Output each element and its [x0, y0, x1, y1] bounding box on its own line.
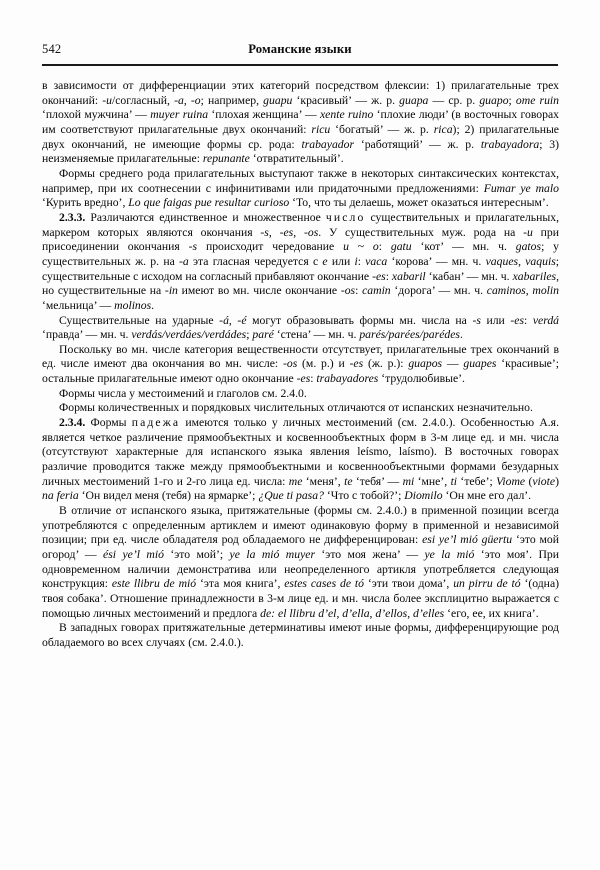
running-head-title: Романские языки	[248, 42, 352, 56]
p-neuter-syntax: Формы среднего рода прилагательных выступают также в некоторых синтаксических контекстах, например, при их соотнесении с инфинитивами или придаточными предложениями: Fumar ye malo ‘Курить вредно’, Lo que faigas pue resultar curioso ‘То, что ты делаешь, может оказаться интересным’.	[42, 166, 559, 210]
body-text-column	[42, 79, 559, 651]
p-west-dialects: В западных говорах притяжательные детерминативы имеют иные формы, дифференцирующие род обладаемого во всех случаях (см. 2.4.0.).	[42, 621, 559, 649]
p-2-3-4: 2.3.4. Формы падежа имеются только у личных местоимений (см. 2.4.0.). Особенностью А.я. является четкое различение прямообъектных и косвеннообъектных форм в 3-м лице ед. и мн. числа (отсутствуют характерные для испанского языка явления leísmo, laísmo). В восточных говорах различие проводится также между прямообъектными и косвеннообъектными формами безударных личных местоимений 1-го и 2-го лица ед. числа: me ‘меня’, te ‘тебя’ — mi ‘мне’, ti ‘тебе’; Viome (viote) na feria ‘Он видел меня (тебя) на ярмарке’; ¿Que ti pasa? ‘Что с тобой?’; Diomilo ‘Он мне его дал’.	[42, 416, 559, 503]
p-possessives: В отличие от испанского языка, притяжательные (формы см. 2.4.0.) в применной позиции всегда употребляются с определенным артиклем и имеют одинаковую форму в применной и независимой позиции; при ед. числе обладателя род обладаемого не дифференцирован: esi ye’l mió güertu ‘это мой огород’ — ési ye’l mió ‘это мой’; ye la mió muyer ‘это моя жена’ — ye la mió ‘это моя’. При одновременном наличии демонстратива или неопределенного артикля употребляется следующая конструкция: este llibru de mió ‘эта моя книга’, estes cases de tó ‘эти твои дома’, un pirru de tó ‘(одна) твоя собака’. Отношение принадлежности в 3-м лице ед. и мн. числа более эксплицитно выражается с помощью личных местоимений и предлога de: el llibru d’el, d’ella, d’ellos, d’elles ‘его, ее, их книга’.	[42, 504, 560, 620]
page-number: 542	[42, 42, 62, 56]
p-plural-adjectives: Поскольку во мн. числе категория вещественности отсутствует, прилагательные трех окончаний в ед. числе имеют два окончания во мн. числе: -os (м. р.) и -es (ж. р.): guapos — guapes ‘красивые’; остальные прилагательные имеют одно окончание -es: trabayadores ‘трудолюбивые’.	[42, 342, 560, 386]
p-stressed-endings: Существительные на ударные -á, -é могут образовывать формы мн. числа на -s или -es: verdá ‘правда’ — мн. ч. verdás/verdáes/verdádes; paré ‘стена’ — мн. ч. parés/parées/parédes.	[42, 313, 560, 342]
header-rule	[42, 64, 558, 66]
p-flexion-types: в зависимости от дифференциации этих категорий посредством флексии: 1) прилагательные трех окончаний: -u/согласный, -a, -o; например, guapu ‘красивый’ — ж. р. guapa — ср. р. guapo; ome ruin ‘плохой мужчина’ — muyer ruina ‘плохая женщина’ — xente ruino ‘плохие люди’ (в восточных говорах им соответствуют прилагательные двух окончаний: ricu ‘богатый’ — ж. р. rica); 2) прилагательные двух окончаний, не имеющие формы ср. рода: trabayador ‘работящий’ — ж. р. trabayadora; 3) неизменяемые прилагательные: repunante ‘отвратительный’.	[42, 79, 560, 166]
running-head	[42, 42, 558, 60]
p-number-pronouns: Формы числа у местоимений и глаголов см. 2.4.0.	[59, 386, 307, 400]
p-numerals: Формы количественных и порядковых числительных отличаются от испанских незначительно.	[59, 401, 533, 415]
p-2-3-3: 2.3.3. Различаются единственное и множественное число существительных и прилагательных, маркером которых являются окончания -s, -es, -os. У существительных муж. рода на -u при присоединении окончания -s происходит чередование u ~ o: gatu ‘кот’ — мн. ч. gatos; у существительных ж. р. на -a эта гласная чередуется с e или i: vaca ‘корова’ — мн. ч. vaques, vaquis; существительные с исходом на согласный прибавляют окончание -es: xabaril ‘кабан’ — мн. ч. xabariles, но существительные на -in имеют во мн. числе окончание -os: camin ‘дорога’ — мн. ч. caminos, molin ‘мельница’ — molinos.	[42, 210, 560, 312]
